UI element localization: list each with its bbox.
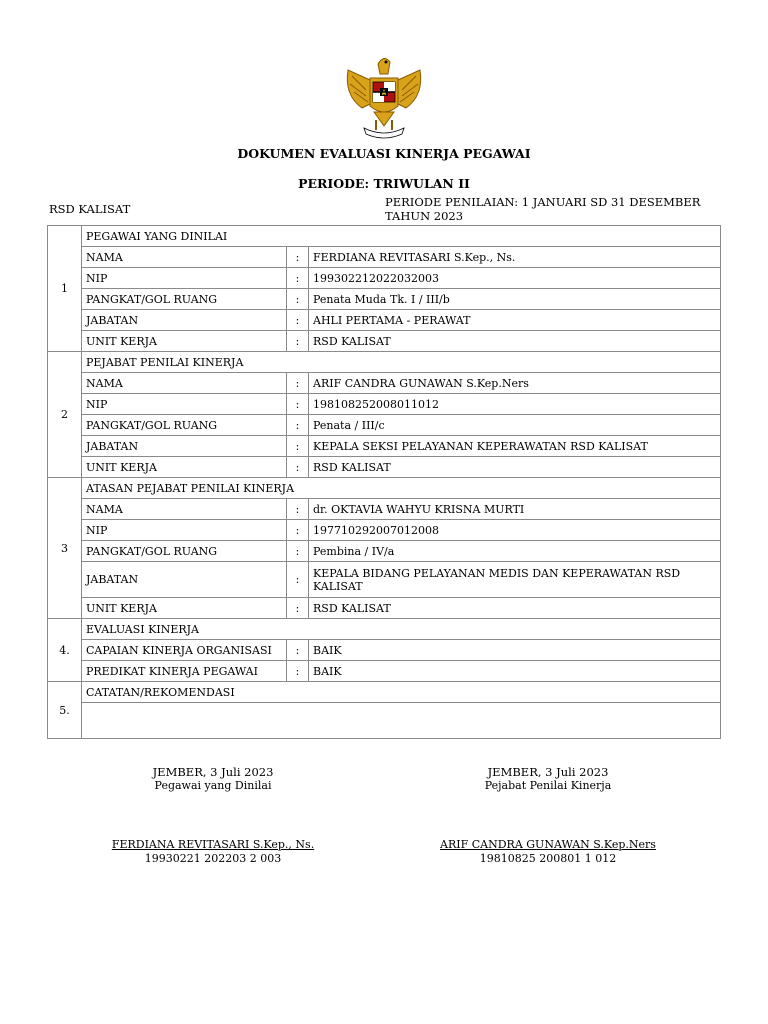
- signature-date: JEMBER, 3 Juli 2023: [487, 765, 609, 779]
- signature-role: Pejabat Penilai Kinerja: [484, 779, 612, 792]
- signature-nip: 19930221 202203 2 003: [144, 852, 282, 865]
- table-row: [48, 661, 721, 682]
- section-title: PEJABAT PENILAI KINERJA: [82, 352, 721, 373]
- colon-separator: :: [287, 520, 309, 541]
- section-number: 2: [48, 352, 82, 478]
- field-label: NAMA: [82, 499, 287, 520]
- colon-separator: :: [287, 331, 309, 352]
- section-title: CATATAN/REKOMENDASI: [82, 682, 721, 703]
- field-label: NIP: [82, 268, 287, 289]
- colon-separator: :: [287, 310, 309, 331]
- document-title: DOKUMEN EVALUASI KINERJA PEGAWAI: [237, 146, 531, 161]
- field-value: 199302212022032003: [309, 268, 721, 289]
- notes-row: [48, 703, 721, 739]
- field-value: 198108252008011012: [309, 394, 721, 415]
- signature-name-block-employee: [93, 838, 333, 866]
- section-number: 5.: [48, 682, 82, 739]
- table-row: [48, 598, 721, 619]
- field-label: NAMA: [82, 373, 287, 394]
- section-title: ATASAN PEJABAT PENILAI KINERJA: [82, 478, 721, 499]
- colon-separator: :: [287, 268, 309, 289]
- signature-name: FERDIANA REVITASARI S.Kep., Ns.: [111, 838, 315, 851]
- section-header: [48, 226, 721, 247]
- field-value: BAIK: [309, 640, 721, 661]
- colon-separator: :: [287, 457, 309, 478]
- table-row: [48, 310, 721, 331]
- field-value: Penata / III/c: [309, 415, 721, 436]
- field-label: CAPAIAN KINERJA ORGANISASI: [82, 640, 287, 661]
- section-title: PEGAWAI YANG DINILAI: [82, 226, 721, 247]
- colon-separator: :: [287, 598, 309, 619]
- colon-separator: :: [287, 436, 309, 457]
- field-label: JABATAN: [82, 310, 287, 331]
- colon-separator: :: [287, 373, 309, 394]
- field-label: PANGKAT/GOL RUANG: [82, 541, 287, 562]
- signature-name: ARIF CANDRA GUNAWAN S.Kep.Ners: [440, 838, 656, 851]
- table-row: [48, 640, 721, 661]
- colon-separator: :: [287, 541, 309, 562]
- field-value: Penata Muda Tk. I / III/b: [309, 289, 721, 310]
- table-row: [48, 247, 721, 268]
- signature-block-assessor: [428, 765, 668, 793]
- assessment-period: PERIODE PENILAIAN: 1 JANUARI SD 31 DESEMBER TAHUN 2023: [385, 195, 701, 223]
- field-label: UNIT KERJA: [82, 457, 287, 478]
- table-row: [48, 415, 721, 436]
- section-title: EVALUASI KINERJA: [82, 619, 721, 640]
- table-row: [48, 520, 721, 541]
- field-value: KEPALA BIDANG PELAYANAN MEDIS DAN KEPERAWATAN RSD KALISAT: [309, 562, 721, 598]
- colon-separator: :: [287, 289, 309, 310]
- section-header: [48, 478, 721, 499]
- field-label: PANGKAT/GOL RUANG: [82, 289, 287, 310]
- field-value: RSD KALISAT: [309, 457, 721, 478]
- table-row: [48, 394, 721, 415]
- field-label: UNIT KERJA: [82, 598, 287, 619]
- table-row: [48, 562, 721, 598]
- field-value: BAIK: [309, 661, 721, 682]
- field-value: Pembina / IV/a: [309, 541, 721, 562]
- field-value: RSD KALISAT: [309, 331, 721, 352]
- signature-role: Pegawai yang Dinilai: [154, 779, 272, 792]
- field-value: FERDIANA REVITASARI S.Kep., Ns.: [309, 247, 721, 268]
- field-value: AHLI PERTAMA - PERAWAT: [309, 310, 721, 331]
- evaluation-table: [47, 225, 721, 739]
- signature-name-block-assessor: [428, 838, 668, 866]
- signature-date: JEMBER, 3 Juli 2023: [152, 765, 274, 779]
- signature-nip: 19810825 200801 1 012: [479, 852, 617, 865]
- table-row: [48, 373, 721, 394]
- section-header: [48, 352, 721, 373]
- field-value: dr. OKTAVIA WAHYU KRISNA MURTI: [309, 499, 721, 520]
- field-label: JABATAN: [82, 436, 287, 457]
- field-label: UNIT KERJA: [82, 331, 287, 352]
- signature-block-employee: [93, 765, 333, 793]
- section-header: [48, 619, 721, 640]
- section-number: 4.: [48, 619, 82, 682]
- colon-separator: :: [287, 562, 309, 598]
- field-label: NAMA: [82, 247, 287, 268]
- table-row: [48, 457, 721, 478]
- table-row: [48, 436, 721, 457]
- field-label: PANGKAT/GOL RUANG: [82, 415, 287, 436]
- table-row: [48, 499, 721, 520]
- field-label: NIP: [82, 520, 287, 541]
- field-label: JABATAN: [82, 562, 287, 598]
- table-row: [48, 268, 721, 289]
- colon-separator: :: [287, 247, 309, 268]
- notes-cell: [82, 703, 721, 739]
- field-value: RSD KALISAT: [309, 598, 721, 619]
- garuda-emblem-icon: [340, 50, 428, 140]
- table-row: [48, 541, 721, 562]
- colon-separator: :: [287, 415, 309, 436]
- field-value: KEPALA SEKSI PELAYANAN KEPERAWATAN RSD KALISAT: [309, 436, 721, 457]
- unit-name: RSD KALISAT: [49, 202, 131, 216]
- colon-separator: :: [287, 640, 309, 661]
- section-header: [48, 682, 721, 703]
- field-label: NIP: [82, 394, 287, 415]
- section-number: 1: [48, 226, 82, 352]
- colon-separator: :: [287, 394, 309, 415]
- section-number: 3: [48, 478, 82, 619]
- field-value: 197710292007012008: [309, 520, 721, 541]
- field-label: PREDIKAT KINERJA PEGAWAI: [82, 661, 287, 682]
- table-row: [48, 289, 721, 310]
- period-title: PERIODE: TRIWULAN II: [298, 176, 470, 191]
- colon-separator: :: [287, 661, 309, 682]
- table-row: [48, 331, 721, 352]
- colon-separator: :: [287, 499, 309, 520]
- field-value: ARIF CANDRA GUNAWAN S.Kep.Ners: [309, 373, 721, 394]
